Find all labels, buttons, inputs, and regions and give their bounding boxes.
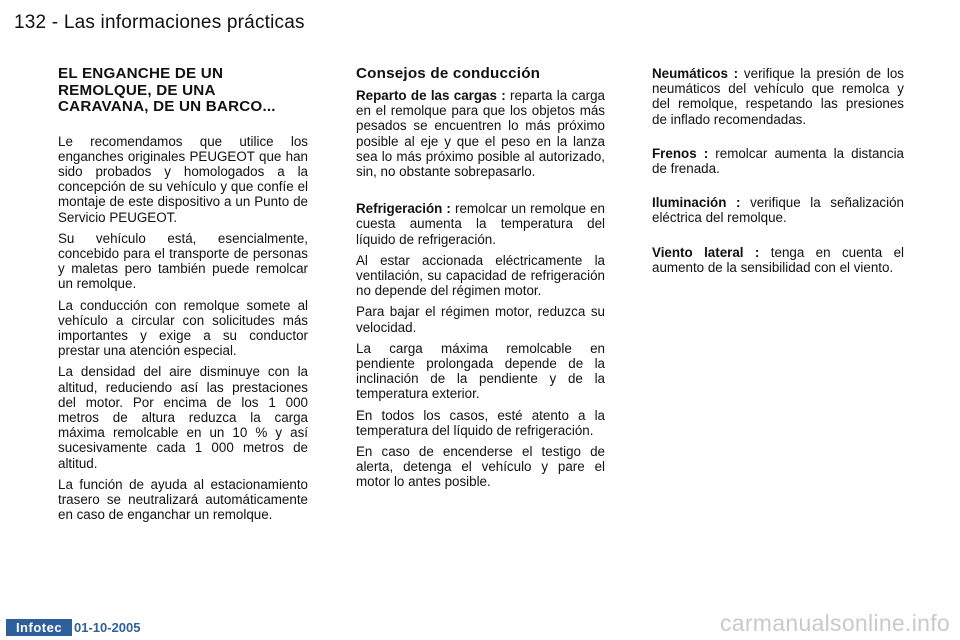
- left-paragraph-1: Le recomendamos que utilice los enganches originales PEUGEOT que han sido probados y homologados a la concepción de su vehículo y que confíe el montaje de este dispositivo a un Punto de Servicio PEUGEOT.: [58, 133, 308, 225]
- page-header: [14, 12, 305, 34]
- cooling-label: Refrigeración :: [356, 201, 451, 217]
- brakes-label: Frenos :: [652, 145, 709, 161]
- left-column: [58, 66, 308, 528]
- header-separator: -: [51, 12, 59, 33]
- tyres-label: Neumáticos :: [652, 66, 739, 81]
- cooling-text: remolcar un remolque en cuesta aumenta la temperatura del líquido de refrigeración.: [356, 201, 605, 247]
- right-column: [652, 66, 904, 281]
- cooling-paragraph: [356, 201, 605, 247]
- middle-column: [356, 66, 605, 496]
- brakes-paragraph: [652, 146, 904, 176]
- lighting-text: verifique la señalización eléctrica del remolque.: [652, 195, 904, 226]
- towing-title: EL ENGANCHE DE UN REMOLQUE, DE UNA CARAVANA, DE UN BARCO...: [58, 65, 276, 115]
- middle-paragraph-1: Al estar accionada eléctricamente la ventilación, su capacidad de refrigeración no depende del régimen motor.: [356, 252, 605, 299]
- load-distribution-label: Reparto de las cargas :: [356, 88, 506, 103]
- left-paragraph-5: La función de ayuda al estacionamiento trasero se neutralizará automáticamente en caso de enganchar un remolque.: [58, 476, 308, 523]
- side-wind-paragraph: [652, 245, 904, 275]
- left-paragraph-4: La densidad del aire disminuye con la altitud, reduciendo así las prestaciones del motor. Por encima de los 1 000 metros de altura reduzca la carga máxima remolcable en un 10 % y así sucesivamente cada 1 000 metros de altitud.: [58, 364, 308, 471]
- brakes-text: remolcar aumenta la distancia de frenada.: [652, 145, 904, 177]
- load-distribution-text: reparta la carga en el remolque para que los objetos más pesados se encuentren lo más próximo posible al eje y que el peso en la lanza sea lo más próximo posible al autorizado, sin, no obstante sobrepasarlo.: [356, 88, 605, 180]
- page-number: 132: [14, 12, 47, 33]
- infotec-logo: Infotec: [6, 619, 72, 636]
- driving-advice-title: Consejos de conducción: [356, 65, 541, 82]
- side-wind-text: tenga en cuenta el aumento de la sensibilidad con el viento.: [652, 244, 904, 275]
- site-watermark: carmanualsonline.info: [719, 610, 950, 636]
- left-paragraph-3: La conducción con remolque somete al vehículo a circular con solicitudes más importantes y exige a su conductor prestar una atención especial.: [58, 297, 308, 359]
- middle-paragraph-2: Para bajar el régimen motor, reduzca su velocidad.: [356, 304, 605, 335]
- middle-paragraph-5: En caso de encenderse el testigo de alerta, detenga el vehículo y pare el motor lo antes posible.: [356, 444, 605, 490]
- lighting-label: Iluminación :: [652, 195, 741, 211]
- load-distribution-paragraph: [356, 88, 605, 179]
- middle-paragraph-3: La carga máxima remolcable en pendiente prolongada depende de la inclinación de la pendiente y de la temperatura exterior.: [356, 340, 605, 402]
- left-paragraph-2: Su vehículo está, esencialmente, concebido para el transporte de personas y maletas pero también puede remolcar un remolque.: [58, 230, 308, 292]
- tyres-text: verifique la presión de los neumáticos del vehículo que remolca y del remolque, respetando las presiones de inflado recomendadas.: [652, 66, 904, 127]
- lighting-paragraph: [652, 195, 904, 225]
- middle-paragraph-4: En todos los casos, esté atento a la temperatura del líquido de refrigeración.: [356, 407, 605, 438]
- section-title: Las informaciones prácticas: [63, 12, 305, 33]
- side-wind-label: Viento lateral :: [652, 244, 760, 260]
- edition-date: 01-10-2005: [74, 620, 141, 635]
- tyres-paragraph: [652, 66, 904, 127]
